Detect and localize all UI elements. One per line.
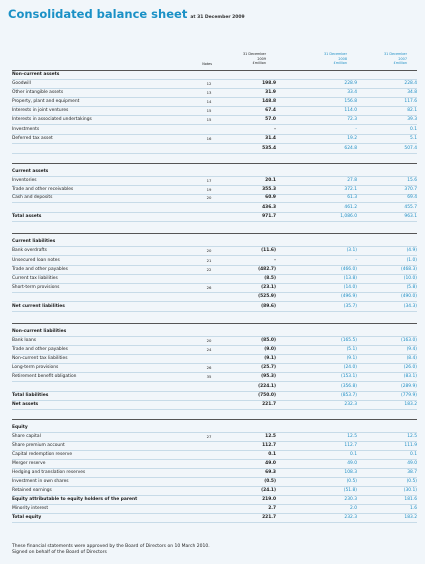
value-2008: 72.3 — [347, 117, 357, 122]
row-separator — [12, 311, 417, 312]
col-header-2007-line1: 31 December — [384, 52, 407, 56]
value-2009: (25.7) — [261, 365, 276, 370]
subtitle: at 31 December 2009 — [190, 15, 245, 20]
row-label: Short-term provisions — [12, 285, 60, 290]
row-label: Current assets — [12, 169, 49, 174]
row-label: Total equity — [12, 515, 42, 520]
row-note: 26 — [206, 285, 212, 290]
row-label: Capital redemption reserve — [12, 452, 73, 457]
col-header-2009-line3: £million — [252, 61, 266, 66]
row-label: Retirement benefit obligation — [12, 374, 77, 379]
row-label: Share capital — [12, 434, 41, 439]
col-header-2009-line1: 31 December — [243, 52, 266, 56]
value-2008: 27.8 — [347, 178, 357, 183]
value-2008: 114.0 — [344, 108, 357, 113]
value-2007: 117.6 — [404, 99, 417, 104]
value-2007: 12.5 — [407, 434, 417, 439]
value-2009: (224.1) — [258, 384, 276, 389]
value-2008: 624.8 — [344, 146, 357, 151]
col-header-2009 — [224, 52, 266, 66]
value-2007: 34.8 — [407, 90, 417, 95]
row-label: Equity — [12, 425, 28, 430]
row-label: Current liabilities — [12, 239, 56, 244]
section-rule — [12, 419, 417, 420]
col-header-2007-line2: 2007 — [398, 56, 407, 61]
value-2007: 1.6 — [410, 506, 417, 511]
notes-header: Notes — [202, 62, 212, 66]
value-2007: (0.5) — [406, 479, 417, 484]
value-2008: 461.2 — [344, 205, 357, 210]
row-separator — [12, 221, 417, 222]
value-2009: (9.0) — [264, 347, 276, 352]
value-2007: 39.3 — [407, 117, 417, 122]
section-rule — [12, 163, 417, 164]
value-2009: (89.6) — [261, 304, 276, 309]
row-note: 17 — [206, 178, 212, 183]
value-2007: (30.1) — [403, 488, 417, 493]
value-2008: 156.8 — [344, 99, 357, 104]
row-label: Bank loans — [12, 338, 37, 343]
value-2009: 31.4 — [265, 136, 276, 141]
value-2007: (9.4) — [406, 347, 417, 352]
row-label: Net current liabilities — [12, 304, 65, 309]
value-2008: 108.3 — [344, 470, 357, 475]
value-2008: (356.8) — [341, 384, 357, 389]
value-2007: 228.4 — [404, 81, 417, 86]
col-header-2008-line1: 31 December — [324, 52, 347, 56]
value-2009: 2.7 — [268, 506, 276, 511]
value-2009: 221.7 — [262, 515, 276, 520]
value-2008: 2.0 — [350, 506, 357, 511]
row-label: Trade and other receivables — [12, 187, 74, 192]
value-2009: (525.9) — [258, 294, 276, 299]
value-2008: 232.3 — [344, 402, 357, 407]
row-note: 15 — [206, 108, 212, 113]
row-label: Long-term provisions — [12, 365, 59, 370]
row-note: 35 — [206, 374, 212, 379]
value-2008: (5.1) — [346, 347, 357, 352]
row-label: Merger reserve — [12, 461, 46, 466]
value-2009: (11.6) — [261, 248, 276, 253]
row-label: Trade and other payables — [12, 267, 68, 272]
value-2008: (9.1) — [346, 356, 357, 361]
row-label: Current tax liabilities — [12, 276, 58, 281]
row-separator — [12, 522, 417, 523]
col-header-2007-line3: £million — [393, 61, 407, 66]
value-2009: 20.1 — [265, 178, 276, 183]
row-label: Share premium account — [12, 443, 65, 448]
row-note: 12 — [206, 81, 212, 86]
value-2008: 12.5 — [347, 434, 357, 439]
value-2009: 60.9 — [265, 195, 276, 200]
value-2008: 1,086.0 — [340, 214, 357, 219]
value-2007: 0.1 — [410, 127, 417, 132]
value-2009: 436.3 — [262, 205, 276, 210]
value-2007: (468.3) — [401, 267, 417, 272]
value-2009: 535.4 — [262, 146, 276, 151]
value-2007: 5.1 — [410, 136, 417, 141]
page-title — [8, 7, 245, 21]
row-label: Minority interest — [12, 506, 49, 511]
row-label: Non-current tax liabilities — [12, 356, 68, 361]
value-2008: 112.7 — [344, 443, 357, 448]
value-2009: - — [274, 258, 276, 263]
row-note: 20 — [206, 195, 212, 200]
col-header-2007 — [365, 52, 407, 66]
value-2008: (35.7) — [343, 304, 357, 309]
value-2007: (1.0) — [406, 258, 417, 263]
value-2007: 507.4 — [404, 146, 417, 151]
value-2009: 0.1 — [268, 452, 276, 457]
row-separator — [12, 143, 417, 144]
row-label: Hedging and translation reserves — [12, 470, 86, 475]
section-rule — [12, 233, 417, 234]
value-2008: 230.3 — [344, 497, 357, 502]
row-separator — [12, 301, 417, 302]
value-2008: (0.5) — [346, 479, 357, 484]
footer-line-1: These financial statements were approved by the Board of Directors on 10 March 2010. — [12, 544, 210, 549]
value-2009: (750.0) — [258, 393, 276, 398]
value-2007: (5.8) — [406, 285, 417, 290]
row-label: Net assets — [12, 402, 39, 407]
value-2009: 219.0 — [262, 497, 276, 502]
value-2008: (853.7) — [341, 393, 357, 398]
row-note: 19 — [206, 187, 212, 192]
row-note: 14 — [206, 99, 212, 104]
row-label: Property, plant and equipment — [12, 99, 80, 104]
value-2008: (13.8) — [343, 276, 357, 281]
value-2008: 19.2 — [347, 136, 357, 141]
row-label: Other intangible assets — [12, 90, 64, 95]
value-2009: - — [274, 127, 276, 132]
row-label: Equity attributable to equity holders of the parent — [12, 497, 138, 502]
row-label: Non-current assets — [12, 72, 60, 77]
value-2007: 183.2 — [404, 402, 417, 407]
value-2007: 38.7 — [407, 470, 417, 475]
col-header-2009-line2: 2009 — [257, 56, 266, 61]
value-2008: 232.3 — [344, 515, 357, 520]
value-2009: 355.3 — [262, 187, 276, 192]
value-2009: (9.1) — [264, 356, 276, 361]
value-2007: 15.6 — [407, 178, 417, 183]
row-note: 15 — [206, 117, 212, 122]
col-header-2008 — [305, 52, 347, 66]
value-2008: 33.4 — [347, 90, 357, 95]
value-2007: 963.1 — [404, 214, 417, 219]
value-2008: (153.1) — [341, 374, 357, 379]
value-2008: 0.1 — [350, 452, 357, 457]
row-label: Total assets — [12, 214, 42, 219]
value-2009: 67.4 — [265, 108, 276, 113]
value-2007: 82.1 — [407, 108, 417, 113]
value-2008: 49.0 — [347, 461, 357, 466]
row-note: 20 — [206, 338, 212, 343]
value-2008: - — [355, 127, 357, 132]
row-label: Investments — [12, 127, 40, 132]
value-2007: (163.0) — [401, 338, 417, 343]
row-label: Non-current liabilities — [12, 329, 67, 334]
row-separator — [12, 124, 417, 125]
value-2009: (0.5) — [264, 479, 276, 484]
value-2009: (23.1) — [261, 285, 276, 290]
value-2009: 198.9 — [262, 81, 276, 86]
value-2007: 111.9 — [404, 443, 417, 448]
row-label: Inventories — [12, 178, 37, 183]
row-separator — [12, 255, 417, 256]
value-2009: (95.3) — [261, 374, 276, 379]
value-2008: (14.0) — [343, 285, 357, 290]
value-2007: (10.0) — [403, 276, 417, 281]
value-2009: 12.5 — [265, 434, 276, 439]
value-2008: (165.5) — [341, 338, 357, 343]
row-label: Goodwill — [12, 81, 31, 86]
value-2008: 61.3 — [347, 195, 357, 200]
value-2008: (51.8) — [343, 488, 357, 493]
row-note: 13 — [206, 90, 212, 95]
value-2009: 112.7 — [262, 443, 276, 448]
row-separator — [12, 202, 417, 203]
row-label: Unsecured loan notes — [12, 258, 60, 263]
value-2007: (4.9) — [406, 248, 417, 253]
row-label: Investment in own shares — [12, 479, 69, 484]
value-2007: 0.1 — [410, 452, 417, 457]
value-2007: (83.1) — [403, 374, 417, 379]
col-header-2008-line2: 2008 — [338, 56, 347, 61]
value-2008: - — [355, 258, 357, 263]
value-2009: 31.9 — [265, 90, 276, 95]
col-header-2008-line3: £million — [333, 61, 347, 66]
row-note: 16 — [206, 136, 212, 141]
row-separator — [12, 409, 417, 410]
row-note: 27 — [206, 434, 212, 439]
value-2007: (490.0) — [401, 294, 417, 299]
value-2009: 57.0 — [265, 117, 276, 122]
value-2009: 971.7 — [262, 214, 276, 219]
value-2009: 49.0 — [265, 461, 276, 466]
value-2007: (34.3) — [403, 304, 417, 309]
row-note: 21 — [206, 258, 212, 263]
value-2008: 372.1 — [344, 187, 357, 192]
row-separator — [12, 153, 417, 154]
row-label: Interests in associated undertakings — [12, 117, 92, 122]
row-note: 26 — [206, 365, 212, 370]
footer-note — [12, 544, 210, 557]
value-2009: (482.7) — [258, 267, 276, 272]
value-2009: 148.8 — [262, 99, 276, 104]
value-2009: (24.1) — [261, 488, 276, 493]
value-2009: (85.0) — [261, 338, 276, 343]
value-2008: (496.9) — [341, 294, 357, 299]
section-rule — [12, 323, 417, 324]
value-2007: 69.4 — [407, 195, 417, 200]
value-2007: 370.7 — [404, 187, 417, 192]
row-note: 20 — [206, 248, 212, 253]
row-label: Total liabilities — [12, 393, 49, 398]
value-2007: (8.4) — [406, 356, 417, 361]
value-2008: (466.0) — [341, 267, 357, 272]
row-label: Interests in joint ventures — [12, 108, 69, 113]
value-2007: 183.2 — [404, 515, 417, 520]
row-separator — [12, 381, 417, 382]
value-2009: (8.5) — [264, 276, 276, 281]
value-2009: 69.3 — [265, 470, 276, 475]
value-2008: 228.9 — [344, 81, 357, 86]
row-label: Cash and deposits — [12, 195, 53, 200]
row-note: 24 — [206, 347, 212, 352]
value-2007: 181.6 — [404, 497, 417, 502]
row-label: Retained earnings — [12, 488, 52, 493]
footer-line-2: Signed on behalf of the Board of Directors — [12, 550, 107, 556]
row-label: Deferred tax asset — [12, 136, 53, 141]
value-2007: (779.9) — [401, 393, 417, 398]
value-2008: (24.0) — [343, 365, 357, 370]
row-label: Trade and other payables — [12, 347, 68, 352]
row-label: Bank overdrafts — [12, 248, 47, 253]
value-2008: (3.1) — [346, 248, 357, 253]
value-2007: 49.0 — [407, 461, 417, 466]
value-2007: 455.7 — [404, 205, 417, 210]
value-2009: 221.7 — [262, 402, 276, 407]
value-2007: (26.0) — [403, 365, 417, 370]
row-note: 22 — [206, 267, 212, 272]
value-2007: (289.9) — [401, 384, 417, 389]
title-text: Consolidated balance sheet — [8, 7, 188, 21]
